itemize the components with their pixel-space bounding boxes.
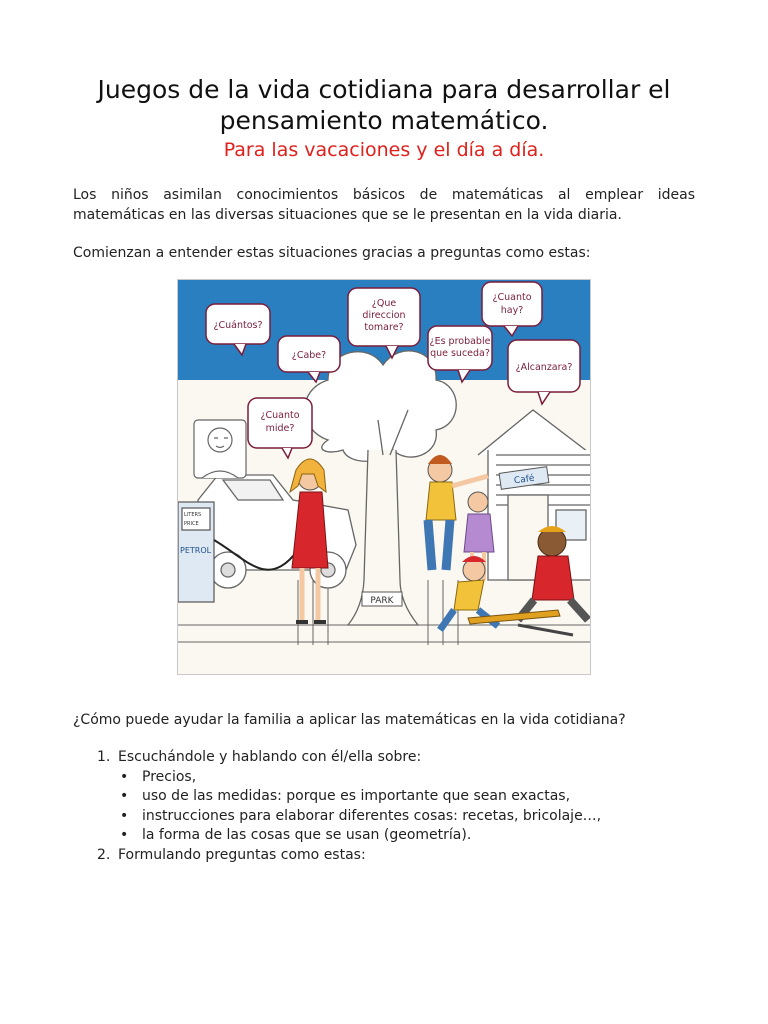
intro-paragraph-line-2: matemáticas en las diversas situaciones que se le presentan en la vida diaria.	[73, 207, 622, 223]
pump-label-price: PRICE	[184, 521, 199, 527]
sub-list-item	[118, 826, 713, 846]
park-sign-text: PARK	[370, 596, 394, 606]
bubble-text-mide-1: ¿Cuanto	[260, 410, 300, 421]
sub-list-item-text: Precios,	[142, 768, 197, 785]
list-number-2: 2.	[97, 846, 111, 863]
intro-paragraph-line-1: Los niños asimilan conocimientos básicos de matemáticas al emplear ideas	[73, 187, 695, 203]
questions-intro-paragraph: Comienzan a entender estas situaciones gracias a preguntas como estas:	[73, 245, 591, 261]
list-item-1	[73, 748, 713, 846]
bubble-cuanto-hay	[482, 282, 542, 326]
pump-label-liters: LITERS	[184, 512, 202, 518]
document-title: Juegos de la vida cotidiana para desarrollar el pensamiento matemático.	[97, 75, 671, 135]
bubble-text-probable-1: ¿Es probable	[429, 336, 491, 347]
list-number-1: 1.	[97, 749, 111, 765]
sub-list-item-text: la forma de las cosas que se usan (geometría).	[142, 827, 472, 843]
everyday-math-illustration	[177, 279, 591, 675]
man-in-car	[194, 420, 246, 478]
bullet: •	[120, 807, 129, 824]
sub-list-item-text: instrucciones para elaborar diferentes cosas: recetas, bricolaje…,	[142, 807, 602, 824]
bullet: •	[120, 788, 129, 804]
bubble-text-probable-2: que suceda?	[430, 348, 490, 359]
sub-list-item-text: uso de las medidas: porque es importante que sean exactas,	[142, 788, 571, 804]
help-list	[73, 748, 713, 865]
bubble-text-direccion-1: ¿Que	[371, 298, 397, 309]
sub-list-item	[118, 787, 713, 807]
bullet: •	[120, 827, 129, 843]
list-item-2	[73, 846, 713, 866]
bubble-text-direccion-2: direccion	[362, 310, 406, 321]
list-item-1-text: Escuchándole y hablando con él/ella sobre:	[118, 749, 422, 765]
bubble-text-cuantos: ¿Cuántos?	[213, 320, 263, 331]
document-subtitle: Para las vacaciones y el día a día.	[223, 139, 545, 161]
cafe-sign-text: Café	[513, 473, 536, 487]
bubble-text-hay-2: hay?	[500, 305, 524, 316]
bubble-text-mide-2: mide?	[265, 423, 295, 434]
sub-list	[118, 768, 713, 846]
park-sign	[362, 592, 402, 606]
bubble-text-cabe: ¿Cabe?	[291, 350, 327, 361]
bubble-text-direccion-3: tomare?	[364, 322, 404, 333]
bubble-text-hay-1: ¿Cuanto	[492, 292, 532, 303]
bubble-text-alcanzara: ¿Alcanzara?	[515, 362, 573, 373]
sub-list-item	[118, 807, 713, 827]
list-item-2-text: Formulando preguntas como estas:	[118, 846, 366, 863]
family-help-question: ¿Cómo puede ayudar la familia a aplicar las matemáticas en la vida cotidiana?	[73, 712, 626, 728]
sub-list-item	[118, 768, 713, 788]
bullet: •	[120, 768, 129, 785]
pump-label-petrol: PETROL	[180, 546, 212, 555]
